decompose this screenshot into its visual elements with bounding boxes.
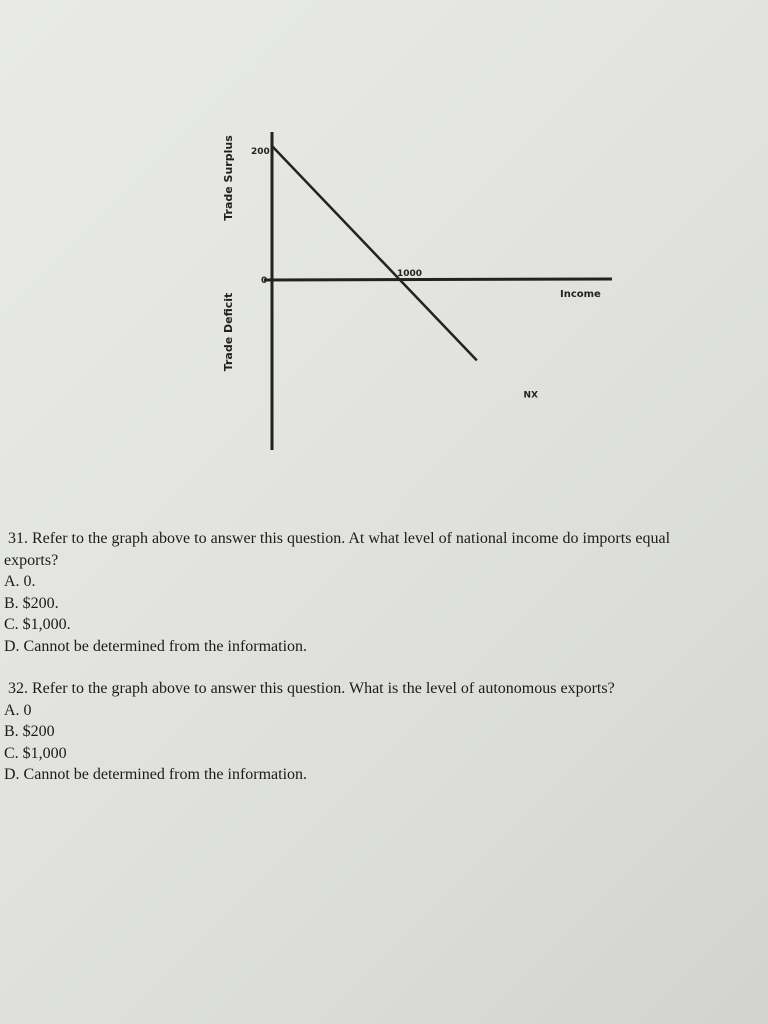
question-31-stem-line2: exports? xyxy=(4,551,59,569)
question-32-option-d: D. Cannot be determined from the information. xyxy=(4,766,308,783)
question-32-option-a: A. 0 xyxy=(4,701,32,719)
y-tick-0: 0 xyxy=(261,276,268,286)
question-31-option-b: B. $200. xyxy=(4,594,59,612)
question-32 xyxy=(4,678,764,786)
question-31-option-c: C. $1,000. xyxy=(4,616,71,633)
question-32-option-c: C. $1,000 xyxy=(4,744,67,762)
intercept-label-1000: 1000 xyxy=(397,269,423,279)
xn-line xyxy=(272,146,477,360)
y-label-trade-deficit: Trade Deficit xyxy=(222,292,235,372)
question-31-option-a: A. 0. xyxy=(4,573,36,590)
question-32-stem: 32. Refer to the graph above to answer this question. What is the level of autonomous exports? xyxy=(8,680,615,697)
question-31-option-d: D. Cannot be determined from the information. xyxy=(4,637,308,655)
y-tick-200: 200 xyxy=(251,147,270,157)
question-31 xyxy=(4,528,764,657)
xn-line-label: XN xyxy=(523,388,538,398)
x-axis-label-income: Income xyxy=(560,289,601,300)
question-32-option-b: B. $200 xyxy=(4,723,55,740)
question-31-stem-line1: 31. Refer to the graph above to answer this question. At what level of national income do imports equal xyxy=(8,530,671,547)
y-label-trade-surplus: Trade Surplus xyxy=(222,135,235,221)
x-axis xyxy=(264,279,612,280)
